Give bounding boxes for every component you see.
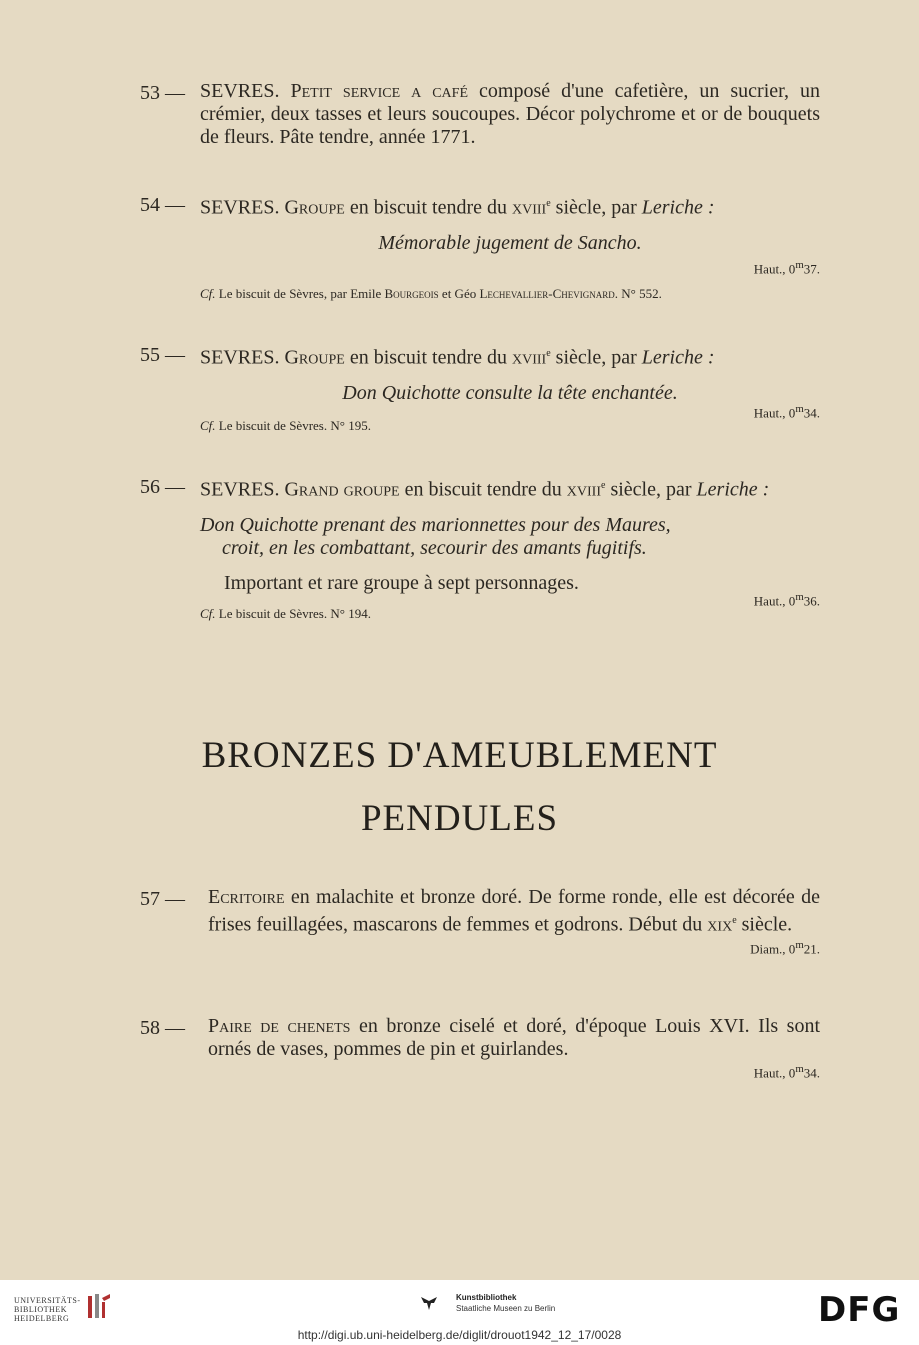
reference-note: Cf. Le biscuit de Sèvres. N° 194. <box>200 605 371 621</box>
entry-title-smallcaps: Petit service a café <box>290 80 469 102</box>
entry-number: 54 — <box>140 194 185 216</box>
catalogue-entry-58 <box>140 1015 820 1081</box>
eagle-icon <box>420 1293 438 1311</box>
work-title: Don Quichotte prenant des marionnettes pour des Maures, croit, en les combattant, secourir des amants fugitifs. <box>200 513 671 559</box>
catalogue-entry-54 <box>140 192 820 303</box>
catalogue-entry-53 <box>140 80 820 149</box>
work-title: Don Quichotte consulte la tête enchantée. <box>342 381 678 404</box>
entry-description: SEVRES. Groupe en biscuit tendre du xviii$^e$ siècle, par Leriche : <box>200 196 715 219</box>
ub-heidelberg-text: UNIVERSITÄTS- BIBLIOTHEK HEIDELBERG <box>14 1296 81 1323</box>
entry-description <box>200 80 820 149</box>
ub-heidelberg-logo-icon <box>86 1292 112 1320</box>
dfg-logo: DFG <box>818 1290 901 1330</box>
entry-note: Important et rare groupe à sept personnages. <box>224 571 579 594</box>
reference-note: Cf. Le biscuit de Sèvres, par Emile Bourgeois et Géo Lechevallier-Chevignard. N° 552. <box>200 285 662 301</box>
catalogue-entry-57 <box>140 886 820 957</box>
entry-lead: SEVRES. <box>200 80 280 102</box>
measurement: Haut., 0$^m$37. <box>753 258 820 276</box>
section-heading: BRONZES D'AMEUBLEMENT <box>201 735 718 776</box>
entry-number: 57 — <box>140 888 185 910</box>
measurement: Haut., 0$^m$34. <box>753 1063 820 1081</box>
digitization-footer <box>0 1280 919 1345</box>
work-title: Mémorable jugement de Sancho. <box>378 231 642 254</box>
entry-description: Paire de chenets en bronze ciselé et doré, d'époque Louis XVI. Ils sont ornés de vases, pommes de pin et guirlandes. <box>208 1015 821 1060</box>
entry-number: 53 — <box>140 82 185 104</box>
entry-description: Ecritoire en malachite et bronze doré. De forme ronde, elle est décorée de frises feuillagées, mascarons de femmes et godrons. Début du xix$^e$ siècle. <box>208 886 820 936</box>
kunstbibliothek-subtitle: Staatliche Museen zu Berlin <box>456 1304 556 1313</box>
section-subheading: PENDULES <box>360 798 559 839</box>
measurement: Diam., 0$^m$21. <box>750 938 820 956</box>
reference-note: Cf. Le biscuit de Sèvres. N° 195. <box>200 417 371 433</box>
entry-number: 55 — <box>140 344 185 366</box>
entry-description: SEVRES. Grand groupe en biscuit tendre du xviii$^e$ siècle, par Leriche : <box>200 478 770 501</box>
catalogue-entry-55 <box>140 342 820 435</box>
measurement: Haut., 0$^m$34. <box>753 402 820 420</box>
entry-description: SEVRES. Groupe en biscuit tendre du xviii$^e$ siècle, par Leriche : <box>200 346 715 369</box>
kunstbibliothek-title: Kunstbibliothek <box>456 1293 517 1302</box>
entry-number: 58 — <box>140 1017 185 1039</box>
source-url[interactable]: http://digi.ub.uni-heidelberg.de/diglit/drouot1942_12_17/0028 <box>297 1328 622 1342</box>
entry-text: composé d'une cafetière, un sucrier, un crémier, deux tasses et leurs soucoupes. Décor polychrome et or de bouquets de fleurs. Pâte tendre, année 1771. <box>200 80 820 148</box>
catalogue-entry-56 <box>140 474 820 623</box>
measurement: Haut., 0$^m$36. <box>753 590 820 608</box>
entry-number: 56 — <box>140 476 185 498</box>
